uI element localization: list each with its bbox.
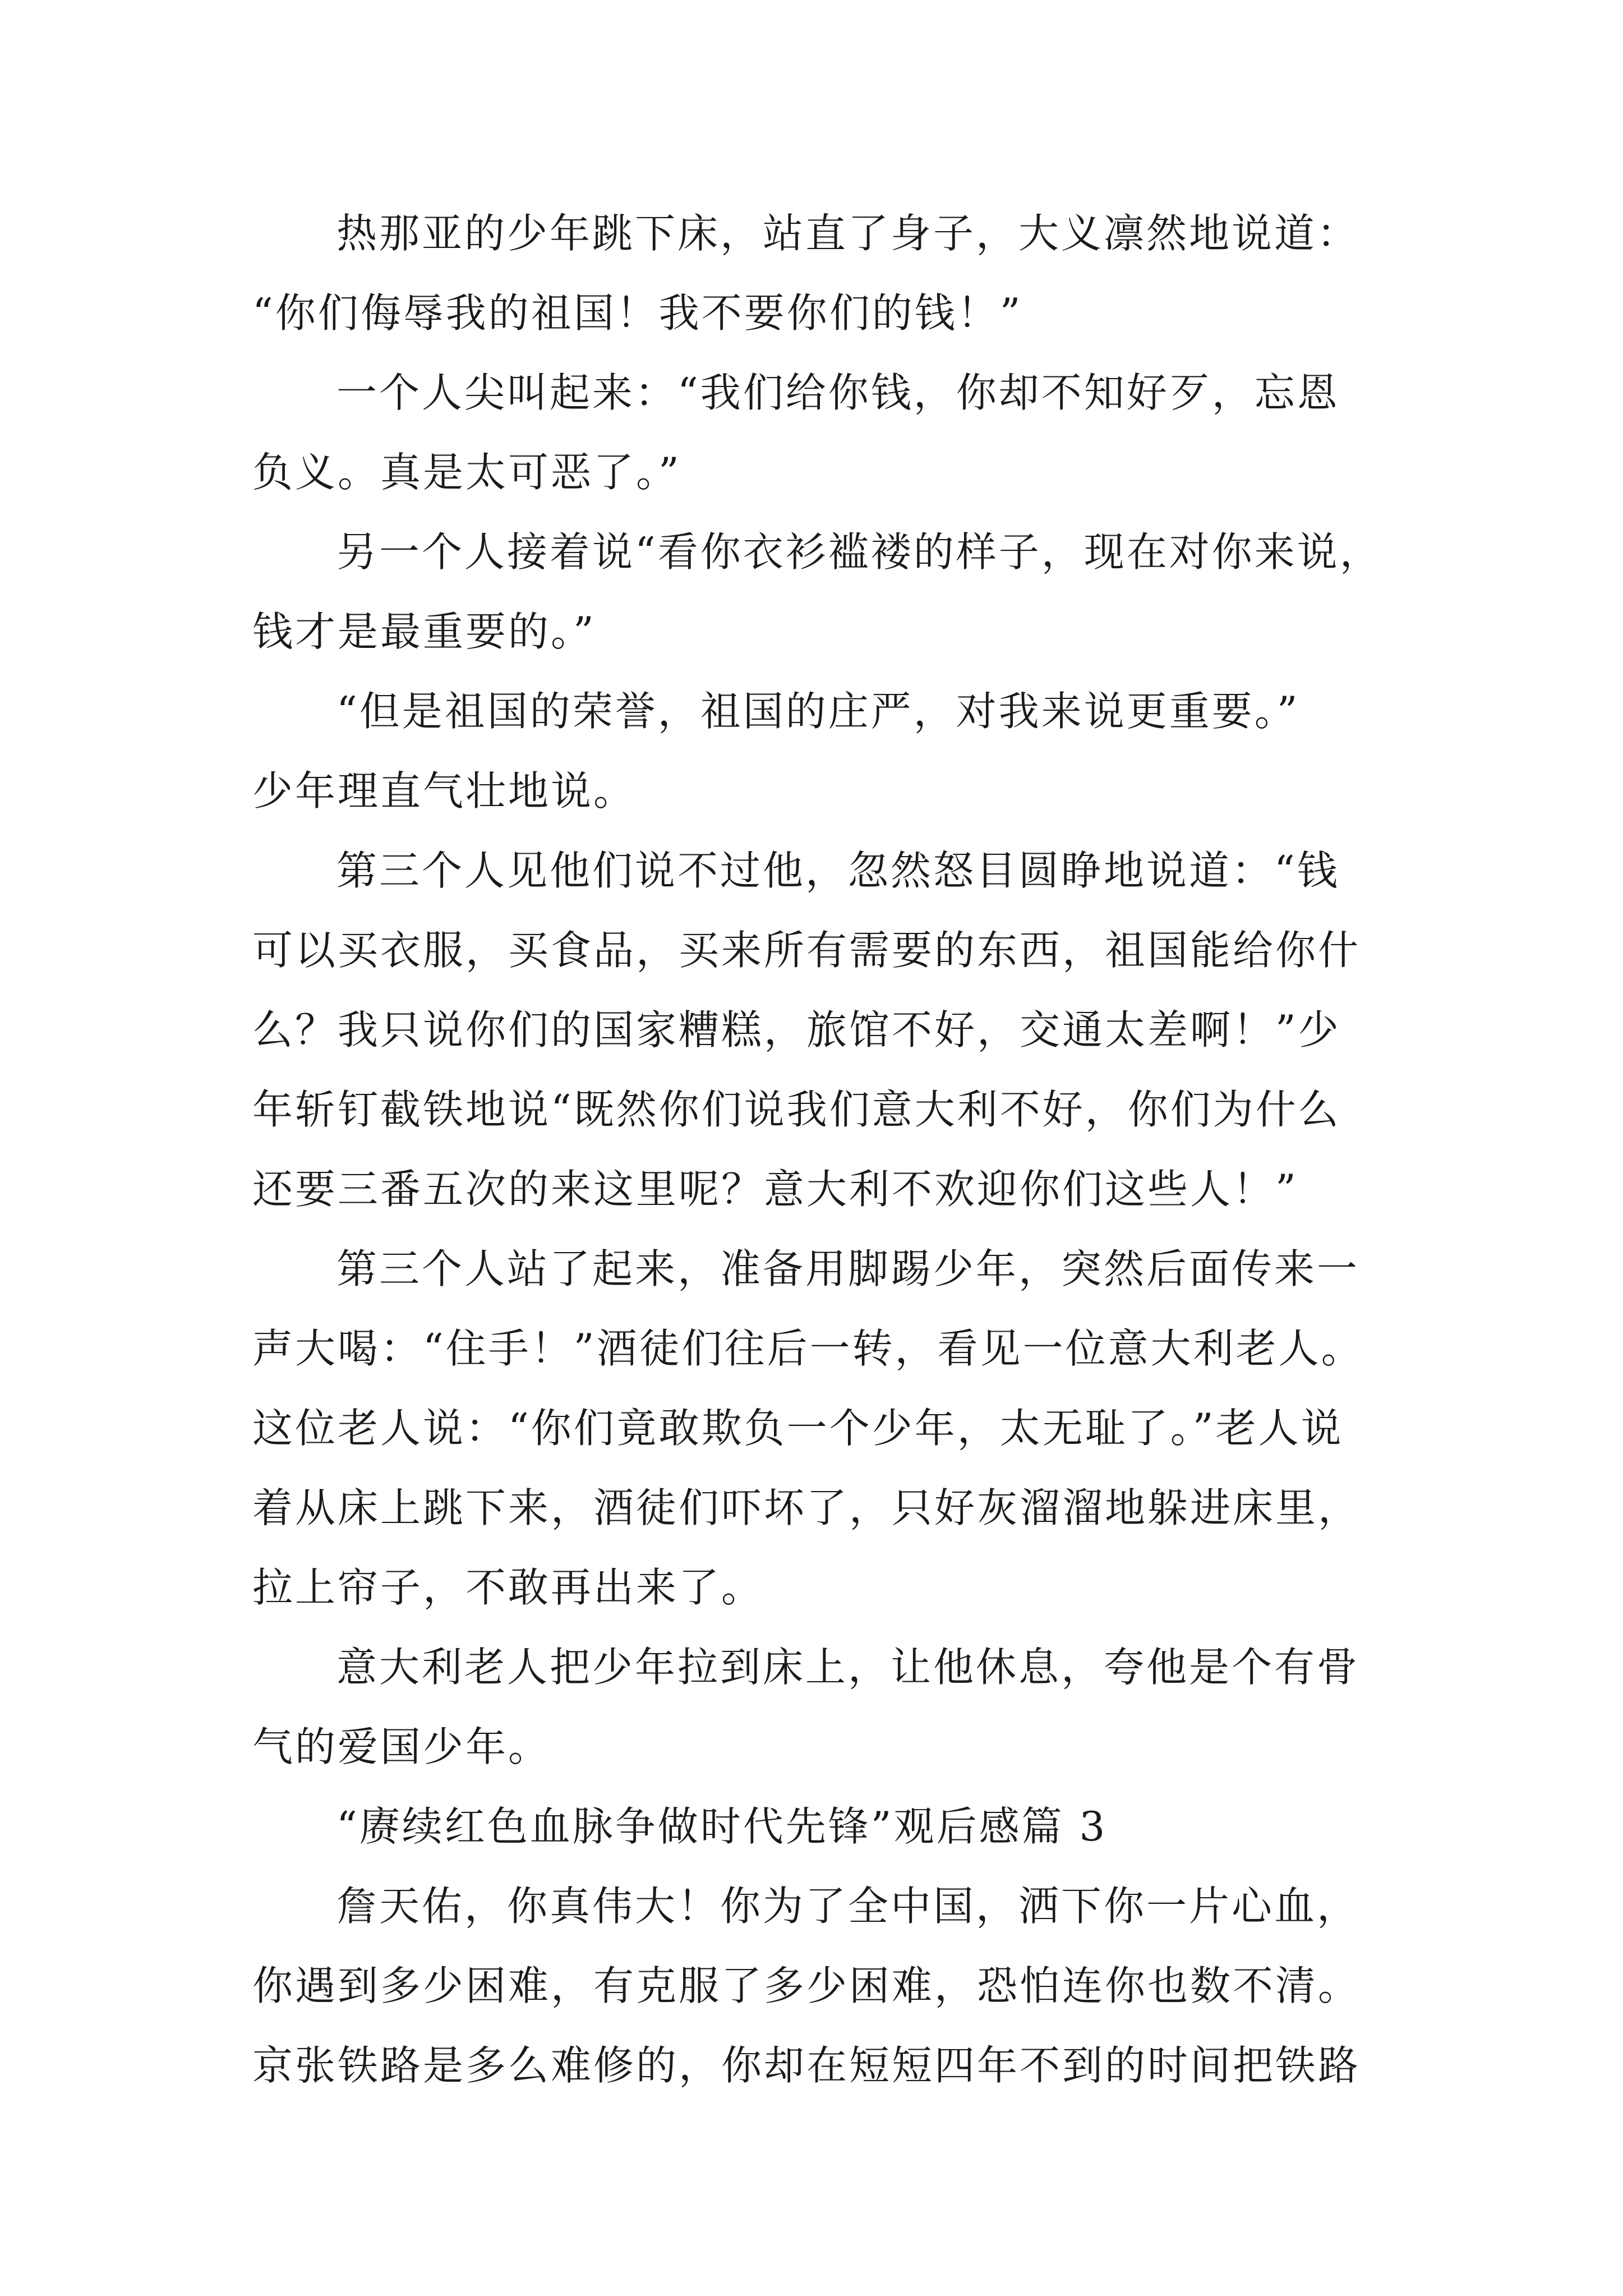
- text-line: 意大利老人把少年拉到床上，让他休息，夸他是个有骨: [336, 1644, 1360, 1691]
- text-line: “你们侮辱我的祖国！我不要你们的钱！”: [252, 289, 1023, 337]
- text-line: 这位老人说：“你们竟敢欺负一个少年，太无耻了。”老人说: [252, 1405, 1344, 1452]
- document-body: [252, 194, 1391, 2105]
- text-line: 么？我只说你们的国家糟糕，旅馆不好，交通太差啊！”少: [252, 1006, 1341, 1053]
- text-line: 负义。真是太可恶了。”: [252, 449, 681, 496]
- text-line: 热那亚的少年跳下床，站直了身子，大义凛然地说道：: [336, 210, 1360, 257]
- text-line: 还要三番五次的来这里呢？意大利不欢迎你们这些人！”: [252, 1166, 1298, 1213]
- text-line: 气的爱国少年。: [252, 1723, 551, 1770]
- text-line: 你遇到多少困难，有克服了多少困难，恐怕连你也数不清。: [252, 1962, 1361, 2009]
- text-line: 年斩钉截铁地说“既然你们说我们意大利不好，你们为什么: [252, 1086, 1341, 1133]
- text-line: 詹天佑，你真伟大！你为了全中国，洒下你一片心血，: [336, 1883, 1360, 1930]
- text-line: 少年理直气壮地说。: [252, 767, 637, 815]
- text-line: 一个人尖叫起来：“我们给你钱，你却不知好歹，忘恩: [336, 369, 1340, 416]
- text-line: 着从床上跳下来，酒徒们吓坏了，只好灰溜溜地躲进床里，: [252, 1484, 1361, 1531]
- text-line: 拉上帘子，不敢再出来了。: [252, 1564, 764, 1611]
- text-line: 第三个人见他们说不过他，忽然怒目圆睁地说道：“钱: [336, 847, 1340, 894]
- text-line: 第三个人站了起来，准备用脚踢少年，突然后面传来一: [336, 1245, 1360, 1292]
- text-line: 可以买衣服，买食品，买来所有需要的东西，祖国能给你什: [252, 927, 1361, 974]
- text-line: 钱才是最重要的。”: [252, 608, 596, 655]
- section-heading: “赓续红色血脉争做时代先锋”观后感篇 3: [336, 1803, 1108, 1850]
- text-line: “但是祖国的荣誉，祖国的庄严，对我来说更重要。”: [336, 688, 1300, 735]
- text-line: 声大喝：“住手！”酒徒们往后一转，看见一位意大利老人。: [252, 1325, 1364, 1372]
- text-line: 京张铁路是多么难修的，你却在短短四年不到的时间把铁路: [252, 2042, 1361, 2089]
- text-line: 另一个人接着说“看你衣衫褴褛的样子，现在对你来说，: [336, 528, 1382, 576]
